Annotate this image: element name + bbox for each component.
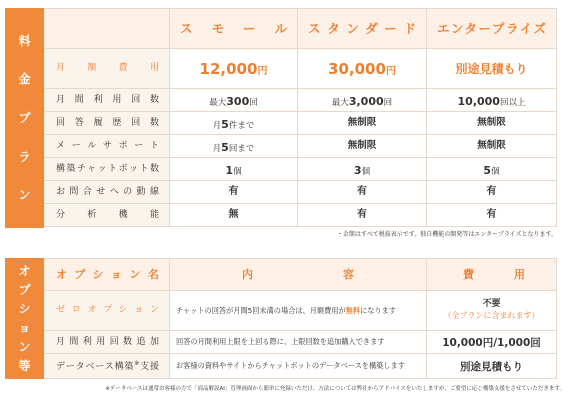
value-number: 5 — [221, 118, 229, 131]
answer-history-enterprise — [427, 112, 557, 135]
chatbot-count-enterprise — [427, 158, 557, 181]
inquiry-flow-label: お問合せへの動線 — [56, 186, 159, 197]
unlimited-value: 無制限 — [477, 140, 506, 152]
plan-name-small: スモール — [180, 21, 287, 36]
zero-option-free-highlight: 無料 — [345, 305, 361, 315]
value-number: 3 — [353, 164, 362, 177]
email-support-small — [170, 135, 298, 158]
value-suffix: 個 — [361, 167, 371, 177]
value-number: 5 — [483, 164, 492, 177]
options-section-label-char: オ — [18, 264, 31, 278]
option-name-database-support — [44, 354, 170, 379]
chatbot-count-small — [170, 158, 298, 181]
count-value — [354, 161, 370, 177]
row-label-answer-history — [44, 112, 170, 135]
answer-history-standard — [298, 112, 427, 135]
pricing-section-label — [5, 8, 44, 228]
analytics-label: 分析機能 — [56, 209, 159, 220]
email-support-label: メールサポート — [56, 140, 159, 151]
chatbot-count-label: 構築チャットボット数 — [56, 163, 159, 174]
usage-addon-content: 回答の月間利用上限を上回る際に、上限回数を追加購入できます — [176, 337, 385, 346]
monthly-usage-small — [170, 89, 298, 112]
option-cost-zero — [427, 291, 557, 331]
pricing-section-label-char: ラ — [18, 149, 31, 164]
inquiry-flow-standard — [298, 181, 427, 204]
database-support-name — [44, 360, 169, 373]
analytics-standard — [298, 204, 427, 227]
answer-history-label: 回答履歴回数 — [56, 117, 159, 128]
options-header-cost — [427, 259, 557, 291]
value-prefix: 月 — [212, 144, 222, 154]
value-prefix: 最大 — [331, 98, 349, 108]
value-suffix: 件まで — [228, 121, 255, 131]
zero-option-content-before: チャットの回答が月間5回未満の場合は、月額費用が — [176, 305, 346, 315]
value-suffix: 回 — [383, 98, 393, 108]
option-name-usage-addon — [44, 331, 170, 354]
value-suffix: 回まで — [228, 144, 255, 154]
row-label-monthly-fee — [44, 49, 170, 89]
value-number: 300 — [226, 95, 250, 108]
usage-addon-cost: 10,000円/1,000回 — [442, 336, 541, 349]
availability-value: 無 — [228, 209, 239, 220]
inquiry-flow-small — [170, 181, 298, 204]
options-footnote: ※データベースは通常お客様の方で「商品解説AI」管理画面から簡単に登録いただけ、方法については弊社からアドバイスをいたしますが、ご要望に応じ構築支援をさせていただきます。 — [105, 386, 565, 392]
option-cost-database-support — [427, 354, 557, 379]
options-section-label — [5, 258, 44, 379]
answer-history-small — [170, 112, 298, 135]
options-header-content — [170, 259, 427, 291]
pricing-section-label-char: プ — [18, 110, 31, 125]
zero-option-cost-note: （全プランに含まれます） — [443, 311, 540, 321]
options-section-label-char: ン — [18, 340, 31, 354]
option-content-usage-addon — [170, 331, 427, 354]
unlimited-value: 無制限 — [347, 117, 377, 129]
value-suffix: 回 — [249, 98, 258, 108]
price-unit: 円 — [385, 65, 396, 77]
database-support-content: お客様の資料やサイトからチャットボットのデータベースを構築します — [176, 361, 405, 370]
availability-value: 有 — [357, 209, 367, 220]
usage-value — [332, 92, 392, 108]
row-label-chatbot-count — [44, 158, 170, 181]
option-name-zero — [44, 291, 170, 331]
value-number: 10,000 — [457, 95, 500, 108]
pricing-section-label-char: ン — [18, 188, 31, 203]
value-number: 5 — [221, 141, 229, 154]
value-number: 3,000 — [348, 95, 384, 108]
pricing-table — [44, 8, 557, 227]
usage-value — [209, 92, 258, 108]
options-header-name — [44, 259, 170, 291]
row-label-analytics — [44, 204, 170, 227]
options-section-label-char: 等 — [18, 359, 31, 373]
option-cost-usage-addon — [427, 331, 557, 354]
value-suffix: 回以上 — [499, 98, 526, 108]
price-quote-text: 別途見積もり — [455, 61, 528, 76]
value-suffix: 個 — [491, 167, 500, 177]
monthly-fee-small — [170, 49, 298, 89]
value-prefix: 最大 — [209, 98, 227, 108]
database-support-name-after: 支援 — [140, 361, 159, 372]
value-number: 1 — [225, 164, 234, 177]
zero-option-content-after: になります — [360, 305, 397, 315]
row-label-inquiry-flow — [44, 181, 170, 204]
history-value — [213, 115, 255, 131]
price-value — [200, 61, 268, 77]
availability-value: 有 — [486, 186, 497, 197]
pricing-section-label-char: 料 — [18, 33, 31, 48]
option-content-database-support — [170, 354, 427, 379]
availability-value: 有 — [357, 186, 367, 197]
options-header-cost-text: 費用 — [463, 267, 525, 281]
analytics-small — [170, 204, 298, 227]
chatbot-count-standard — [298, 158, 427, 181]
plan-name-standard: スタンダード — [308, 21, 416, 36]
availability-value: 有 — [228, 186, 239, 197]
price-amount: 12,000 — [199, 59, 258, 78]
usage-addon-name: 月間利用回数追加 — [56, 336, 159, 347]
monthly-fee-label: 月額費用 — [56, 63, 159, 74]
count-value — [225, 161, 241, 177]
monthly-fee-enterprise — [427, 49, 557, 89]
footnote-mark: ※ — [134, 359, 141, 367]
monthly-fee-standard — [298, 49, 427, 89]
options-section-label-char: プ — [18, 283, 31, 297]
plan-name-enterprise: エンタープライズ — [437, 21, 546, 36]
pricing-note: ・金額はすべて税抜表示です。独自機能の開発等はエンタープライズとなります。 — [336, 231, 557, 238]
count-value — [483, 161, 499, 177]
price-amount: 30,000 — [328, 59, 386, 78]
plan-header-standard — [298, 9, 427, 49]
options-header-name-text: オプション名 — [56, 267, 159, 281]
options-section-label-char: シ — [18, 302, 31, 316]
usage-value — [458, 92, 526, 108]
monthly-usage-standard — [298, 89, 427, 112]
option-content-zero — [170, 291, 427, 331]
availability-value: 有 — [486, 209, 497, 220]
monthly-usage-label: 月間利用回数 — [56, 94, 159, 105]
unlimited-value: 無制限 — [347, 140, 377, 152]
unlimited-value: 無制限 — [477, 117, 506, 129]
pricing-section-label-char: 金 — [18, 72, 31, 87]
price-unit: 円 — [257, 65, 268, 77]
monthly-usage-enterprise — [427, 89, 557, 112]
price-value — [328, 61, 396, 77]
options-header-content-text: 内容 — [242, 267, 354, 281]
value-suffix: 個 — [233, 167, 242, 177]
plan-header-enterprise — [427, 9, 557, 49]
database-support-name-before: データベース構築 — [56, 361, 135, 372]
email-support-enterprise — [427, 135, 557, 158]
value-prefix: 月 — [212, 121, 222, 131]
options-table — [44, 258, 557, 379]
zero-option-name: ゼロオプション — [56, 305, 159, 316]
options-section-label-char: ョ — [18, 321, 31, 335]
pricing-corner-cell — [44, 9, 170, 49]
row-label-email-support — [44, 135, 170, 158]
email-support-standard — [298, 135, 427, 158]
inquiry-flow-enterprise — [427, 181, 557, 204]
zero-option-cost: 不要 — [482, 299, 501, 310]
analytics-enterprise — [427, 204, 557, 227]
row-label-monthly-usage — [44, 89, 170, 112]
plan-header-small — [170, 9, 298, 49]
support-value — [213, 138, 255, 154]
database-support-cost: 別途見積もり — [460, 360, 523, 373]
